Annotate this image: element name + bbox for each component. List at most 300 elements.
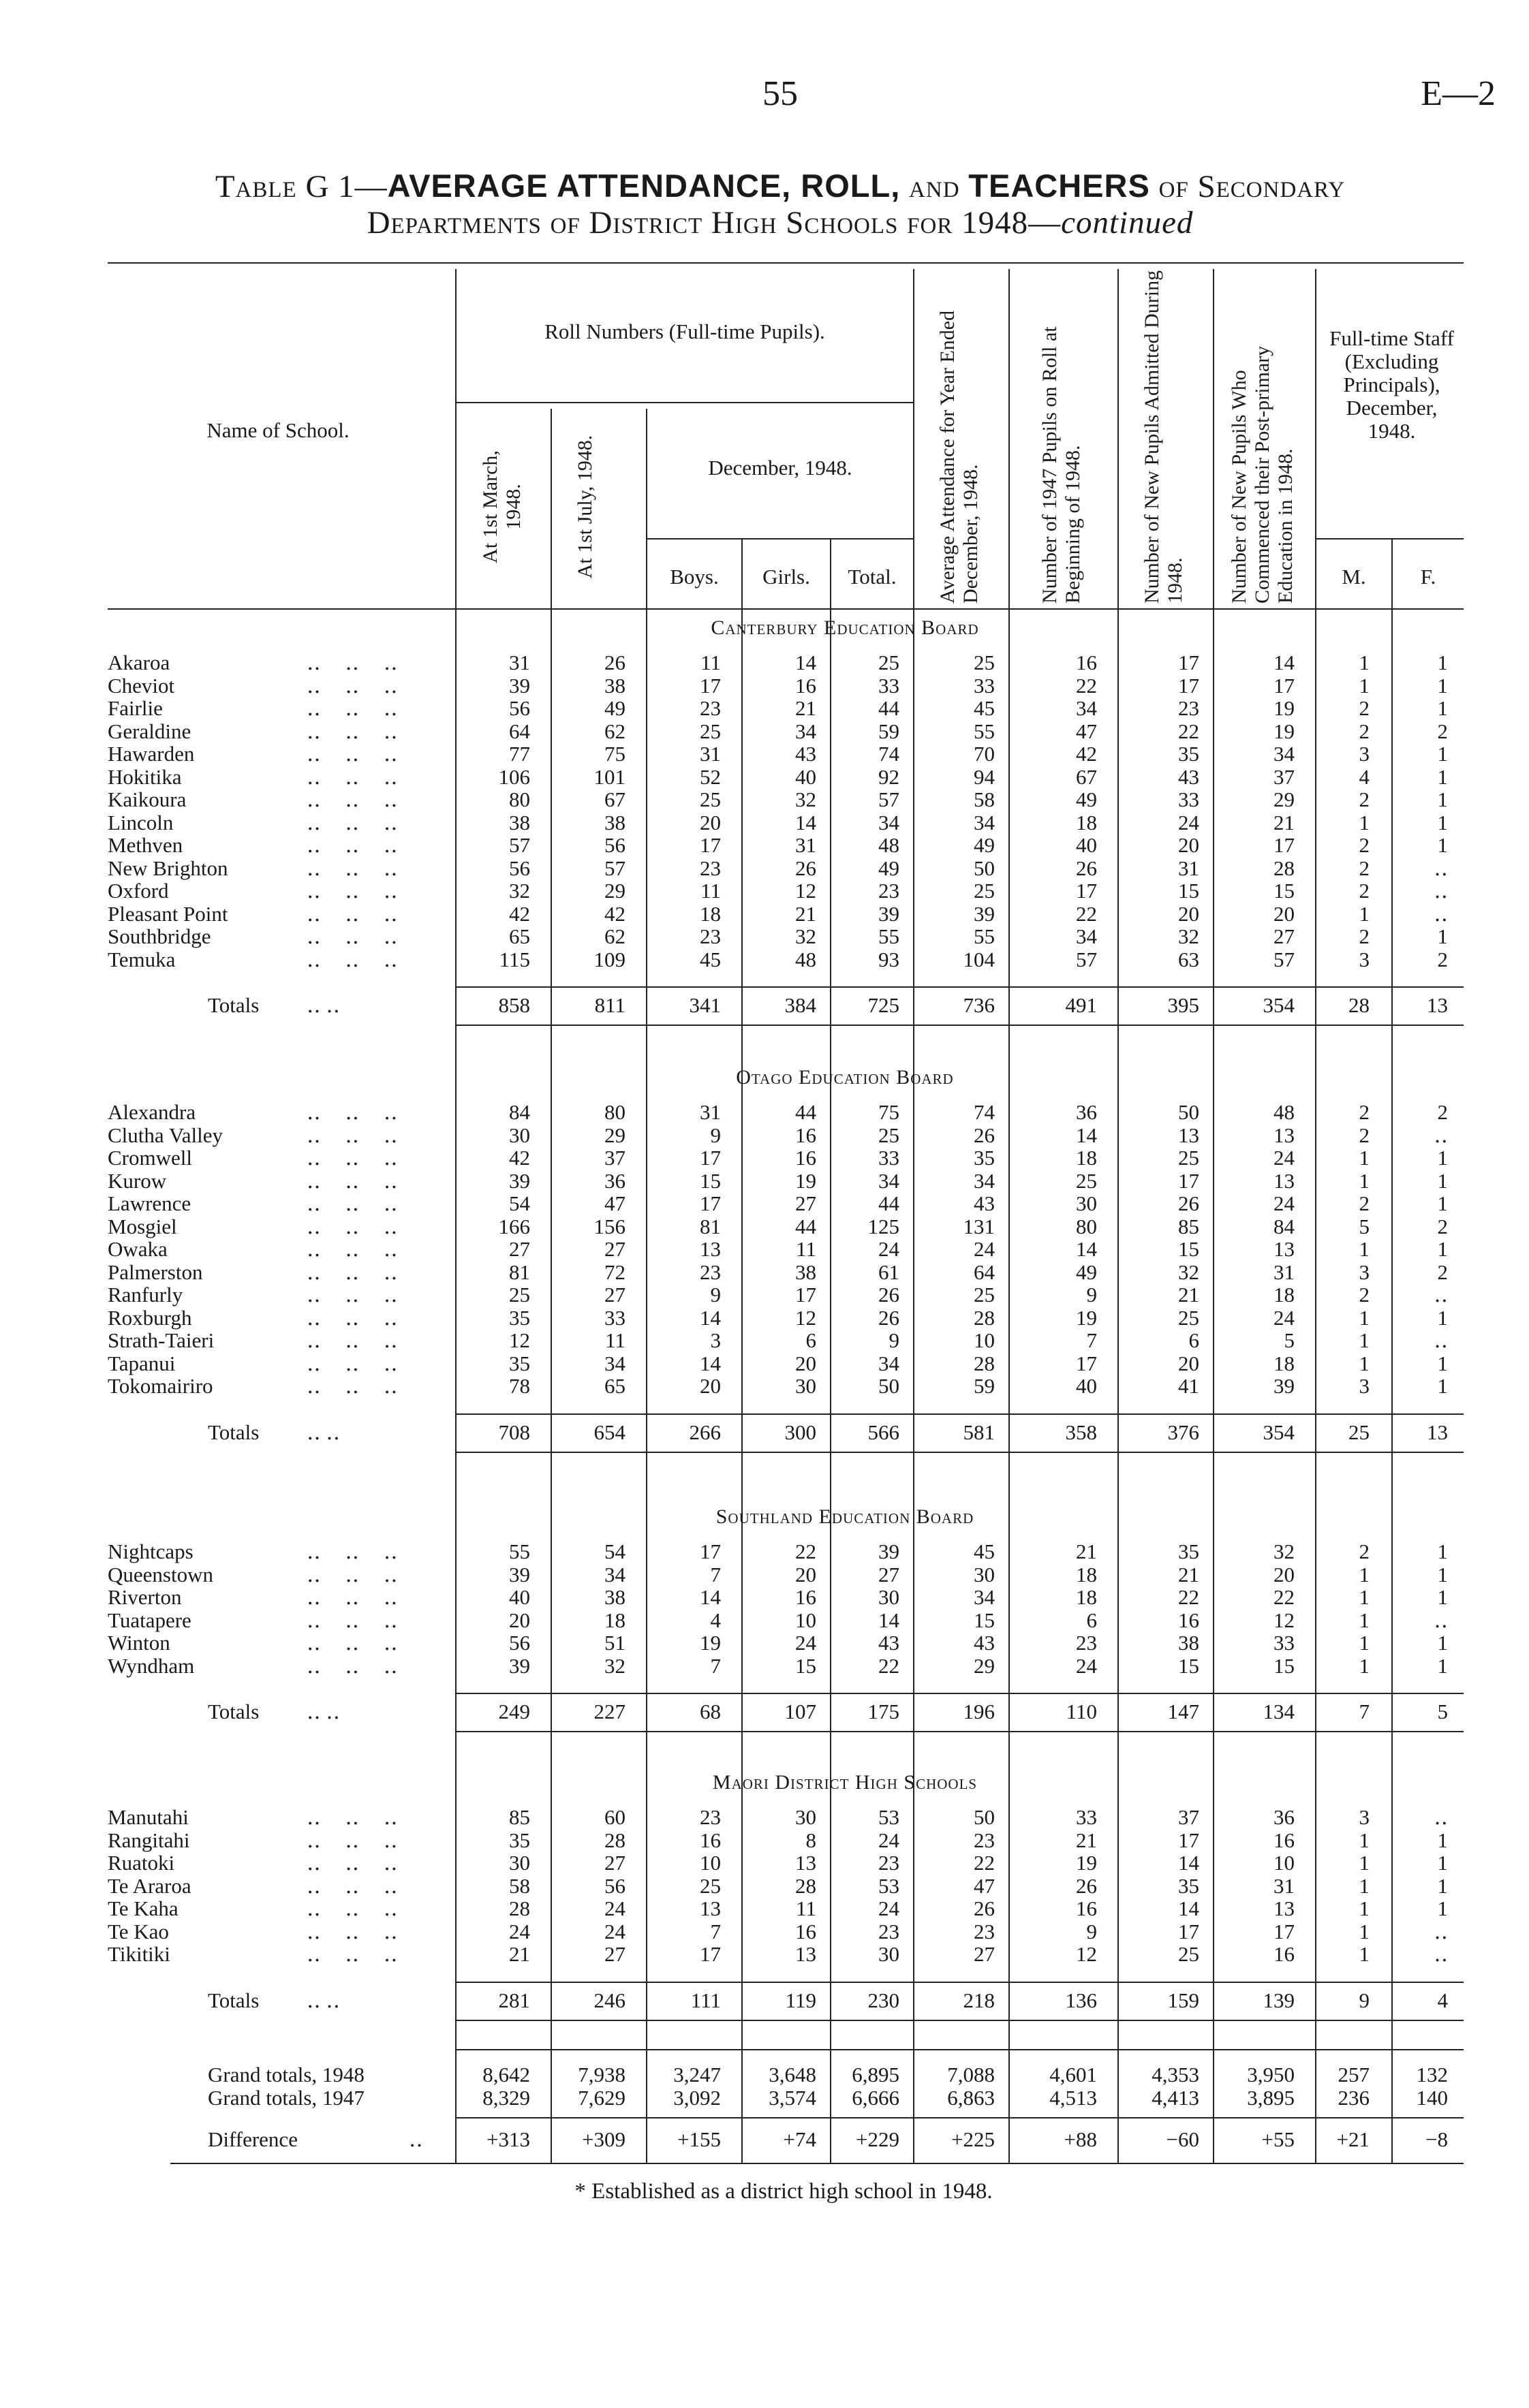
sections.3.rows.6.v-cell: 30 — [878, 1942, 899, 1966]
sections.0.rows.12.v-cell: 55 — [974, 924, 995, 948]
sections.1.rows.2.v-cell: 25 — [1178, 1146, 1199, 1170]
grand_totals.0.v-cell: 4,601 — [1049, 2063, 1097, 2086]
table-row — [0, 903, 1529, 925]
table-row — [0, 743, 1529, 765]
sections.1.rows.0.v-cell: 2 — [1359, 1100, 1370, 1124]
sections.2.rows.3.v-cell: 14 — [878, 1608, 899, 1632]
sections.2.rows.4.v-cell: 24 — [795, 1631, 816, 1655]
sections.2.rows.1.v-cell: 39 — [509, 1562, 530, 1586]
leader-dots: ‥ ‥ ‥ — [307, 1562, 407, 1586]
leader-dots: ‥ ‥ ‥ — [307, 1631, 407, 1655]
school-name: Mosgiel — [108, 1214, 177, 1238]
sections.1.rows.1.v-cell: 13 — [1178, 1123, 1199, 1147]
school-name: Hawarden — [108, 742, 195, 766]
school-name: Alexandra — [108, 1100, 196, 1124]
sections.1.rows.5.v-cell: 125 — [867, 1214, 899, 1238]
sections.1.rows.12.v-cell: 41 — [1178, 1374, 1199, 1398]
leader-dots: ‥ ‥ ‥ — [307, 924, 407, 948]
sections.1.rows.11.v-cell: 34 — [604, 1351, 626, 1375]
leader-dots: ‥ ‥ ‥ — [307, 1191, 407, 1215]
table-row — [0, 1898, 1529, 1920]
sections.1.rows.9.v-cell: 26 — [878, 1305, 899, 1330]
sections.0.rows.0.v-cell: 14 — [1273, 651, 1295, 674]
sections.0.rows.3.v-cell: 25 — [700, 719, 721, 743]
table-row — [0, 1830, 1529, 1851]
sections.1.rows.1.v-cell: 9 — [710, 1123, 721, 1147]
leader-dots: ‥ ‥ ‥ — [307, 1851, 407, 1875]
sections.1.rows.4.v-cell: 17 — [700, 1191, 721, 1215]
table-row — [0, 766, 1529, 788]
sections.1.rows.10.v-cell: 10 — [974, 1328, 995, 1352]
sections.3.rows.5.v-cell: 24 — [604, 1919, 626, 1943]
sections.0.rows.10.v-cell: 25 — [974, 879, 995, 903]
sections.3.rows.0.v-cell: 23 — [700, 1805, 721, 1829]
sections.2.rows.0.v-cell: 1 — [1437, 1539, 1448, 1563]
sections.1.rows.12.v-cell: 30 — [795, 1374, 816, 1398]
leader-dots: ‥ ‥ ‥ — [307, 1123, 407, 1147]
sections.3.rows.5.v-cell: 16 — [795, 1919, 816, 1943]
school-name: Clutha Valley — [108, 1123, 223, 1147]
sections.0.rows.12.v-cell: 2 — [1359, 924, 1370, 948]
sections.0.rows.9.v-cell: 26 — [1076, 856, 1097, 880]
sections.1.rows.11.v-cell: 28 — [974, 1351, 995, 1375]
sections.0.rows.4.v-cell: 31 — [700, 742, 721, 766]
sections.2.totals-cell: 68 — [700, 1700, 721, 1723]
sections.0.rows.10.v-cell: 29 — [604, 879, 626, 903]
staff-f-header: F. — [1420, 565, 1436, 589]
sections.2.totals-cell: 196 — [963, 1700, 995, 1723]
leader-dots: ‥ ‥ ‥ — [307, 1539, 407, 1563]
sections.3.rows.3.v-cell: 56 — [604, 1873, 626, 1898]
sections.0.rows.4.v-cell: 3 — [1359, 742, 1370, 766]
sections.1.totals-cell: 300 — [784, 1420, 816, 1444]
sections.3.rows.1.v-cell: 1 — [1359, 1828, 1370, 1852]
sections.1.rows.4.v-cell: 44 — [878, 1191, 899, 1215]
sections.1.rows.11.v-cell: 14 — [700, 1351, 721, 1375]
sections.1.rows.0.v-cell: 48 — [1273, 1100, 1295, 1124]
sections.0.rows.4.v-cell: 34 — [1273, 742, 1295, 766]
grand_totals.0.v-cell: 257 — [1338, 2063, 1370, 2086]
sections.0.rows.4.v-cell: 1 — [1437, 742, 1448, 766]
sections.3.totals-cell: 119 — [785, 1988, 816, 2012]
sections.0.rows.7.v-cell: 1 — [1437, 810, 1448, 834]
sections.1.rows.7.v-cell: 23 — [700, 1260, 721, 1284]
table-row — [0, 1147, 1529, 1169]
totals-top-rule — [455, 1693, 1464, 1694]
sections.0.rows.8.v-cell: 56 — [604, 833, 626, 857]
staff-header: Full-time Staff (Excluding Principals), December, 1948. — [1329, 326, 1454, 443]
sections.2.rows.4.v-cell: 43 — [878, 1631, 899, 1655]
sections.2.rows.1.v-cell: 34 — [604, 1562, 626, 1586]
sections.0.rows.13.v-cell: 109 — [593, 947, 626, 971]
school-name: Ranfurly — [108, 1283, 183, 1307]
sections.0.rows.5.v-cell: 94 — [974, 764, 995, 789]
sections.3.totals-cell: 139 — [1263, 1988, 1295, 2012]
leader-dots: ‥ ‥ — [307, 1700, 341, 1723]
sections.3.totals-cell: 230 — [867, 1988, 899, 2012]
sections.3.rows.0.v-cell: 30 — [795, 1805, 816, 1829]
sections.1.rows.2.v-cell: 33 — [878, 1146, 899, 1170]
leader-dots: ‥ ‥ ‥ — [307, 1805, 407, 1829]
sections.1.rows.6.v-cell: 13 — [700, 1237, 721, 1261]
sections.2.rows.4.v-cell: 1 — [1437, 1631, 1448, 1655]
sections.3.rows.2.v-cell: 27 — [604, 1851, 626, 1875]
school-name: Methven — [108, 833, 183, 857]
sections.3.rows.2.v-cell: 10 — [1273, 1851, 1295, 1875]
sections.1.rows.12.v-cell: 39 — [1273, 1374, 1295, 1398]
table-row — [0, 1125, 1529, 1146]
grand-total-row — [0, 2064, 1529, 2086]
sections.1.rows.12.v-cell: 20 — [700, 1374, 721, 1398]
school-name: Winton — [108, 1631, 170, 1655]
sections.2.rows.3.v-cell: 15 — [974, 1608, 995, 1632]
table-row — [0, 1284, 1529, 1306]
school-name: Tuatapere — [108, 1608, 191, 1632]
sections.1.rows.8.v-cell: 17 — [795, 1283, 816, 1307]
sections.1.rows.1.v-cell: 25 — [878, 1123, 899, 1147]
sections.1.totals-cell: 708 — [498, 1420, 530, 1444]
sections.1.rows.7.v-cell: 31 — [1273, 1260, 1295, 1284]
sections.2.rows.3.v-cell: 20 — [509, 1608, 530, 1632]
school-name: Southbridge — [108, 924, 211, 948]
sections.1.rows.4.v-cell: 43 — [974, 1191, 995, 1215]
sections.0.rows.8.v-cell: 2 — [1359, 833, 1370, 857]
sections.3.rows.1.v-cell: 35 — [509, 1828, 530, 1852]
sections.0.rows.8.v-cell: 31 — [795, 833, 816, 857]
sections.0.rows.13.v-cell: 45 — [700, 947, 721, 971]
sections.1.totals-cell: 654 — [593, 1420, 626, 1444]
table-row — [0, 812, 1529, 834]
sections.0.rows.1.v-cell: 17 — [1273, 673, 1295, 698]
sections.0.rows.12.v-cell: 55 — [878, 924, 899, 948]
sections.1.rows.7.v-cell: 64 — [974, 1260, 995, 1284]
sections.0.rows.13.v-cell: 3 — [1359, 947, 1370, 971]
sections.0.totals-cell: 491 — [1065, 993, 1097, 1017]
grand-total-label: Grand totals, 1948 — [208, 2063, 365, 2086]
sections.1.rows.5.v-cell: 84 — [1273, 1214, 1295, 1238]
grand_totals.1.v-cell: 7,629 — [578, 2086, 626, 2110]
sections.0.rows.5.v-cell: 52 — [700, 764, 721, 789]
sections.0.totals-cell: 736 — [963, 993, 995, 1017]
sections.3.totals-cell: 281 — [498, 1988, 530, 2012]
sections.0.rows.7.v-cell: 20 — [700, 810, 721, 834]
sections.2.rows.2.v-cell: 1 — [1359, 1585, 1370, 1609]
sections.0.rows.8.v-cell: 20 — [1178, 833, 1199, 857]
sections.2.rows.3.v-cell: 10 — [795, 1608, 816, 1632]
sections.3.rows.3.v-cell: 58 — [509, 1873, 530, 1898]
school-name: Tapanui — [108, 1351, 176, 1375]
sections.3.rows.2.v-cell: 10 — [700, 1851, 721, 1875]
sections.2.rows.0.v-cell: 22 — [795, 1539, 816, 1563]
sections.2.rows.4.v-cell: 43 — [974, 1631, 995, 1655]
school-name: Kaikoura — [108, 787, 187, 811]
school-name: Nightcaps — [108, 1539, 194, 1563]
sections.2.rows.2.v-cell: 34 — [974, 1585, 995, 1609]
table-row — [0, 1193, 1529, 1215]
sections.0.rows.13.v-cell: 104 — [963, 947, 995, 971]
sections.1.rows.12.v-cell: 40 — [1076, 1374, 1097, 1398]
sections.3.rows.4.v-cell: 1 — [1437, 1896, 1448, 1920]
sections.1.rows.9.v-cell: 19 — [1076, 1305, 1097, 1330]
table-label: Table G 1 — [215, 169, 355, 204]
sections.2.rows.1.v-cell: 30 — [974, 1562, 995, 1586]
sections.0.rows.3.v-cell: 55 — [974, 719, 995, 743]
sections.1.rows.3.v-cell: 34 — [974, 1168, 995, 1193]
sections.3.rows.4.v-cell: 13 — [700, 1896, 721, 1920]
leader-dots: ‥ ‥ ‥ — [307, 833, 407, 857]
leader-dots: ‥ ‥ ‥ — [307, 1585, 407, 1609]
table-title — [82, 167, 1479, 205]
leader-dots: ‥ ‥ ‥ — [307, 1942, 407, 1966]
sections.2.rows.3.v-cell: 6 — [1086, 1608, 1097, 1632]
sections.2.rows.3.v-cell: ‥ — [1434, 1608, 1448, 1632]
table-row — [0, 1262, 1529, 1283]
sections.3.totals-cell: 246 — [593, 1988, 626, 2012]
leader-dots: ‥ ‥ ‥ — [307, 787, 407, 811]
sections.1.rows.7.v-cell: 49 — [1076, 1260, 1097, 1284]
sections.2.rows.3.v-cell: 16 — [1178, 1608, 1199, 1632]
sections.1.rows.3.v-cell: 15 — [700, 1168, 721, 1193]
sections.2.totals-cell: 107 — [784, 1700, 816, 1723]
sections.0.rows.0.v-cell: 1 — [1359, 651, 1370, 674]
table-row — [0, 1586, 1529, 1608]
sections.0.rows.7.v-cell: 1 — [1359, 810, 1370, 834]
sections.1.rows.4.v-cell: 27 — [795, 1191, 816, 1215]
sections.1.totals-cell: 358 — [1065, 1420, 1097, 1444]
sections.1.rows.0.v-cell: 2 — [1437, 1100, 1448, 1124]
school-name: Geraldine — [108, 719, 191, 743]
difference.v-cell: +313 — [486, 2127, 530, 2151]
totals-label: Totals — [208, 1700, 260, 1723]
sections.0.rows.5.v-cell: 40 — [795, 764, 816, 789]
grand_totals.0.v-cell: 8,642 — [482, 2063, 530, 2086]
totals-top-rule — [455, 1413, 1464, 1415]
sections.1.rows.9.v-cell: 1 — [1359, 1305, 1370, 1330]
table-row — [0, 652, 1529, 674]
totals-label: Totals — [208, 1988, 260, 2012]
sections.0.rows.4.v-cell: 77 — [509, 742, 530, 766]
sections.2.rows.3.v-cell: 18 — [604, 1608, 626, 1632]
sections.1.rows.5.v-cell: 44 — [795, 1214, 816, 1238]
sections.0.rows.3.v-cell: 34 — [795, 719, 816, 743]
sections.1.rows.1.v-cell: 26 — [974, 1123, 995, 1147]
subtitle-continued: continued — [1061, 205, 1194, 240]
leader-dots: ‥ ‥ ‥ — [307, 742, 407, 766]
table-row — [0, 698, 1529, 719]
totals-bottom-rule — [455, 1452, 1464, 1453]
school-name: New Brighton — [108, 856, 228, 880]
sections.2.rows.1.v-cell: 18 — [1076, 1562, 1097, 1586]
staff-rule — [1315, 538, 1464, 540]
school-name: Fairlie — [108, 696, 163, 720]
sections.3.rows.1.v-cell: 17 — [1178, 1828, 1199, 1852]
sections.1.rows.6.v-cell: 13 — [1273, 1237, 1295, 1261]
sections.1.totals-cell: 25 — [1348, 1420, 1370, 1444]
roll-group-header: Roll Numbers (Full-time Pupils). — [544, 319, 825, 343]
sections.0.rows.13.v-cell: 2 — [1437, 947, 1448, 971]
school-name: Kurow — [108, 1168, 167, 1193]
sections.0.rows.12.v-cell: 32 — [795, 924, 816, 948]
table-bottom-rule — [170, 2163, 1464, 2164]
document-code: E—2 — [1421, 74, 1496, 113]
title-dash: — — [354, 169, 388, 204]
sections.1.rows.3.v-cell: 25 — [1076, 1168, 1097, 1193]
sections.1.rows.8.v-cell: ‥ — [1434, 1283, 1448, 1307]
sections.0.rows.6.v-cell: 29 — [1273, 787, 1295, 811]
leader-dots: ‥ ‥ ‥ — [307, 673, 407, 698]
sections.0.rows.0.v-cell: 25 — [974, 651, 995, 674]
sections.0.totals-cell: 354 — [1263, 993, 1295, 1017]
sections.0.rows.1.v-cell: 17 — [700, 673, 721, 698]
school-name: Tokomairiro — [108, 1374, 213, 1398]
school-name: Hokitika — [108, 764, 182, 789]
sections.2.rows.0.v-cell: 54 — [604, 1539, 626, 1563]
sections.1.rows.9.v-cell: 35 — [509, 1305, 530, 1330]
sections.0.rows.2.v-cell: 34 — [1076, 696, 1097, 720]
grand_totals.1.v-cell: 4,513 — [1049, 2086, 1097, 2110]
sections.3.rows.3.v-cell: 35 — [1178, 1873, 1199, 1898]
sections.2.rows.5.v-cell: 24 — [1076, 1653, 1097, 1678]
leader-dots: ‥ ‥ ‥ — [307, 856, 407, 880]
sections.2.rows.2.v-cell: 22 — [1178, 1585, 1199, 1609]
leader-dots: ‥ ‥ ‥ — [307, 1374, 407, 1398]
sections.1.rows.9.v-cell: 25 — [1178, 1305, 1199, 1330]
table-row — [0, 789, 1529, 811]
sections.1.rows.4.v-cell: 47 — [604, 1191, 626, 1215]
totals-top-rule — [455, 986, 1464, 988]
sections.3.rows.2.v-cell: 30 — [509, 1851, 530, 1875]
sections.0.rows.1.v-cell: 17 — [1178, 673, 1199, 698]
sections.0.rows.0.v-cell: 16 — [1076, 651, 1097, 674]
sections.0.rows.12.v-cell: 62 — [604, 924, 626, 948]
sections.0.rows.12.v-cell: 23 — [700, 924, 721, 948]
sections.0.rows.9.v-cell: 57 — [604, 856, 626, 880]
leader-dots: ‥ ‥ ‥ — [307, 1873, 407, 1898]
sections.3.rows.2.v-cell: 1 — [1437, 1851, 1448, 1875]
school-name: Strath-Taieri — [108, 1328, 215, 1352]
sections.2.rows.1.v-cell: 1 — [1359, 1562, 1370, 1586]
sections.0.rows.11.v-cell: 39 — [974, 901, 995, 926]
grand_totals.1.v-cell: 140 — [1416, 2086, 1448, 2110]
sections.1.totals-cell: 13 — [1427, 1420, 1448, 1444]
sections.3.rows.3.v-cell: 1 — [1359, 1873, 1370, 1898]
school-name: Lincoln — [108, 810, 174, 834]
totals-row — [0, 1701, 1529, 1723]
difference.v-cell: +309 — [582, 2127, 626, 2151]
sections.1.rows.6.v-cell: 1 — [1437, 1237, 1448, 1261]
sections.0.rows.11.v-cell: 22 — [1076, 901, 1097, 926]
leader-dots: ‥ ‥ ‥ — [307, 1214, 407, 1238]
table-row — [0, 675, 1529, 697]
sections.1.rows.2.v-cell: 18 — [1076, 1146, 1097, 1170]
sections.2.rows.4.v-cell: 19 — [700, 1631, 721, 1655]
sections.1.rows.11.v-cell: 20 — [795, 1351, 816, 1375]
sections.0.rows.13.v-cell: 57 — [1076, 947, 1097, 971]
sections.0.rows.0.v-cell: 17 — [1178, 651, 1199, 674]
leader-dots: ‥ ‥ ‥ — [307, 1305, 407, 1330]
totals-label: Totals — [208, 993, 260, 1017]
sections.0.rows.12.v-cell: 65 — [509, 924, 530, 948]
sections.2.rows.5.v-cell: 32 — [604, 1653, 626, 1678]
leader-dots: ‥ ‥ ‥ — [307, 1328, 407, 1352]
table-row — [0, 1238, 1529, 1260]
subtitle-text: Departments of District High Schools for 1948— — [367, 205, 1062, 240]
sections.1.rows.4.v-cell: 30 — [1076, 1191, 1097, 1215]
sections.0.rows.3.v-cell: 59 — [878, 719, 899, 743]
sections.0.rows.6.v-cell: 32 — [795, 787, 816, 811]
grand-total-top-rule — [455, 2049, 1464, 2050]
table-row — [0, 1216, 1529, 1238]
sections.0.rows.0.v-cell: 26 — [604, 651, 626, 674]
sections.0.rows.8.v-cell: 40 — [1076, 833, 1097, 857]
sections.3.rows.1.v-cell: 16 — [1273, 1828, 1295, 1852]
title-main: AVERAGE ATTENDANCE, ROLL, — [387, 168, 901, 204]
sections.1.rows.3.v-cell: 1 — [1359, 1168, 1370, 1193]
sections.0.rows.4.v-cell: 42 — [1076, 742, 1097, 766]
sections.3.rows.1.v-cell: 28 — [604, 1828, 626, 1852]
table-row — [0, 721, 1529, 742]
sections.0.rows.10.v-cell: 15 — [1273, 879, 1295, 903]
sections.0.rows.9.v-cell: 31 — [1178, 856, 1199, 880]
sections.0.rows.6.v-cell: 33 — [1178, 787, 1199, 811]
sections.1.rows.7.v-cell: 61 — [878, 1260, 899, 1284]
leader-dots: ‥ ‥ — [307, 993, 341, 1017]
sections.3.rows.5.v-cell: 17 — [1273, 1919, 1295, 1943]
avg-attendance-header: Average Attendance for Year Ended December, 1948. — [936, 310, 982, 604]
sections.1.rows.0.v-cell: 36 — [1076, 1100, 1097, 1124]
pupils-1947-header: Number of 1947 Pupils on Roll at Beginning of 1948. — [1038, 326, 1084, 604]
sections.0.rows.2.v-cell: 19 — [1273, 696, 1295, 720]
sections.3.rows.6.v-cell: 21 — [509, 1942, 530, 1966]
grand_totals.0.v-cell: 6,895 — [852, 2063, 899, 2086]
sections.2.rows.5.v-cell: 22 — [878, 1653, 899, 1678]
sections.0.rows.1.v-cell: 22 — [1076, 673, 1097, 698]
leader-dots: ‥ ‥ ‥ — [307, 719, 407, 743]
grand_totals.1.v-cell: 3,574 — [769, 2086, 816, 2110]
sections.0.rows.5.v-cell: 101 — [593, 764, 626, 789]
table-subtitle — [82, 204, 1479, 241]
difference-row — [0, 2129, 1529, 2151]
sections.1.rows.8.v-cell: 2 — [1359, 1283, 1370, 1307]
staff-m-header: M. — [1342, 565, 1366, 589]
difference.v-cell: +74 — [783, 2127, 816, 2151]
leader-dots: ‥ ‥ ‥ — [307, 1100, 407, 1124]
sections.0.totals-cell: 858 — [498, 993, 530, 1017]
table-row — [0, 1564, 1529, 1586]
table-row — [0, 1375, 1529, 1397]
sections.3.rows.2.v-cell: 1 — [1359, 1851, 1370, 1875]
leader-dots: ‥ ‥ ‥ — [307, 1283, 407, 1307]
sections.1.rows.9.v-cell: 24 — [1273, 1305, 1295, 1330]
sections.1.rows.10.v-cell: 1 — [1359, 1328, 1370, 1352]
sections.1.rows.6.v-cell: 27 — [509, 1237, 530, 1261]
sections.0.rows.0.v-cell: 11 — [700, 651, 721, 674]
leader-dots: ‥ ‥ ‥ — [307, 651, 407, 674]
sections.2.rows.1.v-cell: 1 — [1437, 1562, 1448, 1586]
grand-total-row — [0, 2087, 1529, 2109]
sections.0.rows.2.v-cell: 21 — [795, 696, 816, 720]
sections.1.rows.0.v-cell: 31 — [700, 1100, 721, 1124]
sections.1.rows.8.v-cell: 9 — [1086, 1283, 1097, 1307]
school-name: Wyndham — [108, 1653, 195, 1678]
table-row — [0, 926, 1529, 948]
section-board-heading: Southland Education Board — [715, 1505, 974, 1528]
sections.1.totals-cell: 566 — [867, 1420, 899, 1444]
sections.3.rows.5.v-cell: 23 — [878, 1919, 899, 1943]
grand_totals.1.v-cell: 6,666 — [852, 2086, 899, 2110]
sections.0.rows.2.v-cell: 23 — [1178, 696, 1199, 720]
sections.1.rows.5.v-cell: 80 — [1076, 1214, 1097, 1238]
